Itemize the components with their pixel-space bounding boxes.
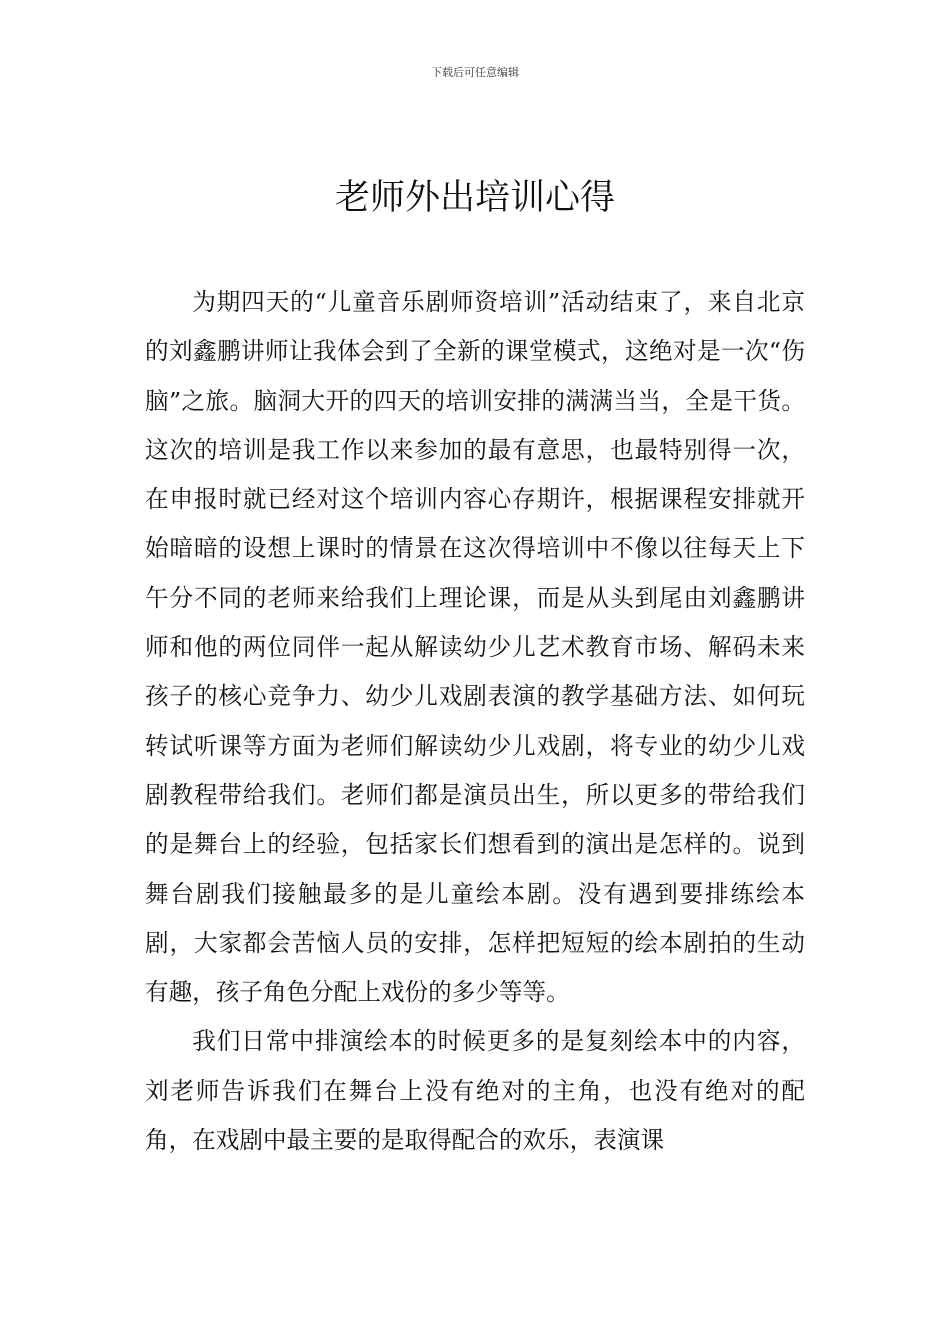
page-header-note: 下载后可任意编辑 <box>431 66 519 79</box>
document-body <box>145 278 805 1165</box>
paragraph-1: 为期四天的“儿童音乐剧师资培训”活动结束了，来自北京的刘鑫鹏讲师让我体会到了全新的课堂模式，这绝对是一次“伤脑”之旅。脑洞大开的四天的培训安排的满满当当，全是干货。这次的培训是我工作以来参加的最有意思，也最特别得一次，在申报时就已经对这个培训内容心存期许，根据课程安排就开始暗暗的设想上课时的情景在这次得培训中不像以往每天上下午分不同的老师来给我们上理论课，而是从头到尾由刘鑫鹏讲师和他的两位同伴一起从解读幼少儿艺术教育市场、解码未来孩子的核心竞争力、幼少儿戏剧表演的教学基础方法、如何玩转试听课等方面为老师们解读幼少儿戏剧，将专业的幼少儿戏剧教程带给我们。老师们都是演员出生，所以更多的带给我们的是舞台上的经验，包括家长们想看到的演出是怎样的。说到舞台剧我们接触最多的是儿童绘本剧。没有遇到要排练绘本剧，大家都会苦恼人员的安排，怎样把短短的绘本剧拍的生动有趣，孩子角色分配上戏份的多少等等。 <box>145 288 805 1007</box>
document-title: 老师外出培训心得 <box>334 178 615 218</box>
paragraph-2: 我们日常中排演绘本的时候更多的是复刻绘本中的内容，刘老师告诉我们在舞台上没有绝对的主角，也没有绝对的配角，在戏剧中最主要的是取得配合的欢乐，表演课 <box>145 1027 805 1155</box>
